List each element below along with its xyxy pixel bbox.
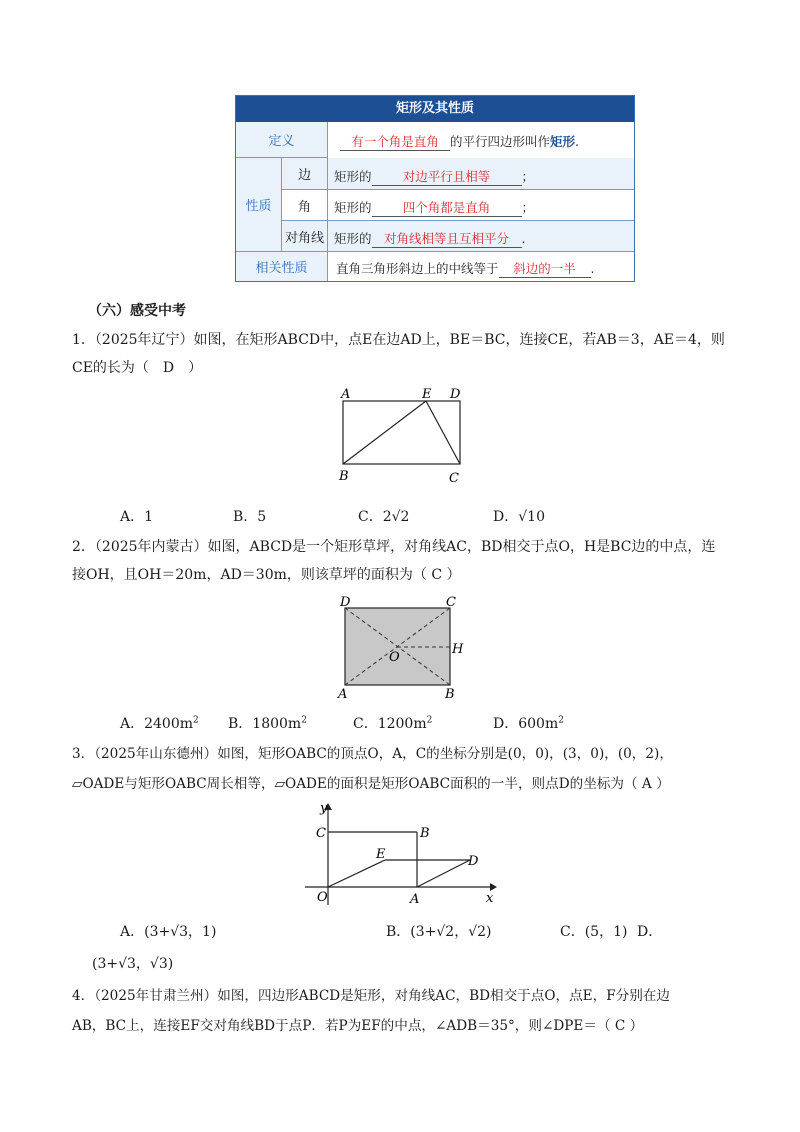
q3-option-b: B．(3+√2，√2)	[386, 924, 492, 940]
q1-figure	[330, 385, 480, 490]
q2-line1: 2．（2025年内蒙古）如图，ABCD是一个矩形草坪，对角线AC，BD相交于点O，H是BC边的中点，连	[72, 539, 716, 555]
table-title: 矩形及其性质	[236, 96, 634, 122]
q3-label-b: B	[420, 826, 430, 841]
property-row-angle: 矩形的 四个角都是直角 ；	[334, 200, 535, 215]
q1-label-a: A	[341, 387, 351, 402]
related-text: 直角三角形斜边上的中线等于 斜边的一半 .	[336, 261, 595, 276]
property-angle-answer: 四个角都是直角	[372, 198, 522, 217]
q3-line1: 3．（2025年山东德州）如图，矩形OABC的顶点O，A，C的坐标分别是(0，0)，(3，0)，(0，2)，	[72, 746, 673, 762]
q3-label-d: D	[468, 854, 479, 869]
related-label: 相关性质	[236, 252, 328, 281]
q1-label-b: B	[339, 469, 349, 484]
q1-label-e: E	[422, 387, 432, 402]
definition-key: 矩形	[550, 134, 576, 149]
q2-label-b: B	[445, 687, 455, 702]
q2-figure	[335, 593, 470, 703]
q1-line-ec	[426, 401, 460, 464]
q3-label-y: y	[320, 801, 328, 816]
q2-label-a: A	[338, 687, 348, 702]
definition-answer: 有一个角是直角	[340, 132, 450, 151]
q3-option-c: C．(5，1)	[560, 924, 628, 940]
q1-option-b: B．5	[233, 509, 267, 525]
q2-option-b: B．$1800m^2$	[228, 715, 307, 732]
property-row-diagonal: 矩形的 对角线相等且互相平分 .	[334, 231, 526, 246]
q2-option-a: A．$2400m^2$	[120, 715, 199, 732]
q1-label-c: C	[449, 471, 459, 486]
property-row-edge: 矩形的 对边平行且相等 ；	[334, 169, 535, 184]
property-row-edge-label: 边	[282, 158, 328, 190]
q3-option-d-value: (3+√3，√3)	[92, 956, 174, 972]
q2-option-d: D．$600m^2$	[493, 715, 564, 732]
q2-label-c: C	[446, 595, 456, 610]
q1-option-c: C．2√2	[358, 509, 410, 525]
q2-label-d: D	[340, 595, 351, 610]
q2-label-h: H	[452, 642, 464, 657]
section-title: （六）感受中考	[88, 303, 186, 319]
definition-label: 定义	[236, 122, 328, 158]
property-row-angle-label: 角	[282, 190, 328, 221]
q3-figure	[300, 800, 500, 908]
q4-line1: 4．（2025年甘肃兰州）如图，四边形ABCD是矩形，对角线AC，BD相交于点O，点E，F分别在边	[72, 988, 671, 1004]
q3-line2: ▱OADE与矩形OABC周长相等，▱OADE的面积是矩形OABC面积的一半，则点D的坐标为（ A ）	[72, 776, 670, 792]
q1-option-a: A．1	[120, 509, 154, 525]
q3-x-arrow	[490, 883, 497, 891]
properties-label: 性质	[236, 158, 282, 252]
q3-option-d: D．	[637, 924, 663, 940]
definition-mid: 的平行四边形叫作	[450, 134, 551, 149]
q1-line-be	[343, 401, 426, 464]
q2-option-c: C．$1200m^2$	[353, 715, 433, 732]
q3-label-e: E	[376, 847, 386, 862]
q3-label-o: O	[317, 890, 328, 905]
q4-line2: AB，BC上，连接EF交对角线BD于点P．若P为EF的中点，∠ADB＝35°，则∠DPE＝（ C ）	[72, 1018, 644, 1034]
q2-line2: 接OH，且OH＝20m，AD＝30m，则该草坪的面积为（ C ）	[72, 567, 461, 583]
definition-text: 有一个角是直角 的平行四边形叫作矩形.	[340, 132, 579, 151]
related-answer: 斜边的一半	[499, 259, 591, 278]
q3-label-a: A	[410, 892, 420, 907]
q3-label-x: x	[486, 891, 494, 906]
q3-label-c: C	[316, 826, 326, 841]
q3-option-a: A．(3+√3，1)	[120, 924, 217, 940]
q1-line2: CE的长为（ D ）	[72, 360, 203, 376]
rectangle-properties-table	[235, 95, 635, 282]
q1-option-d: D．√10	[493, 509, 545, 525]
property-edge-answer: 对边平行且相等	[372, 167, 522, 186]
property-row-diagonal-label: 对角线	[282, 221, 328, 252]
q1-line1: 1．（2025年辽宁）如图，在矩形ABCD中，点E在边AD上，BE＝BC，连接CE，若AB＝3，AE＝4，则	[72, 332, 725, 348]
property-diagonal-answer: 对角线相等且互相平分	[372, 229, 522, 248]
q1-label-d: D	[450, 387, 461, 402]
q2-label-o: O	[389, 650, 400, 665]
